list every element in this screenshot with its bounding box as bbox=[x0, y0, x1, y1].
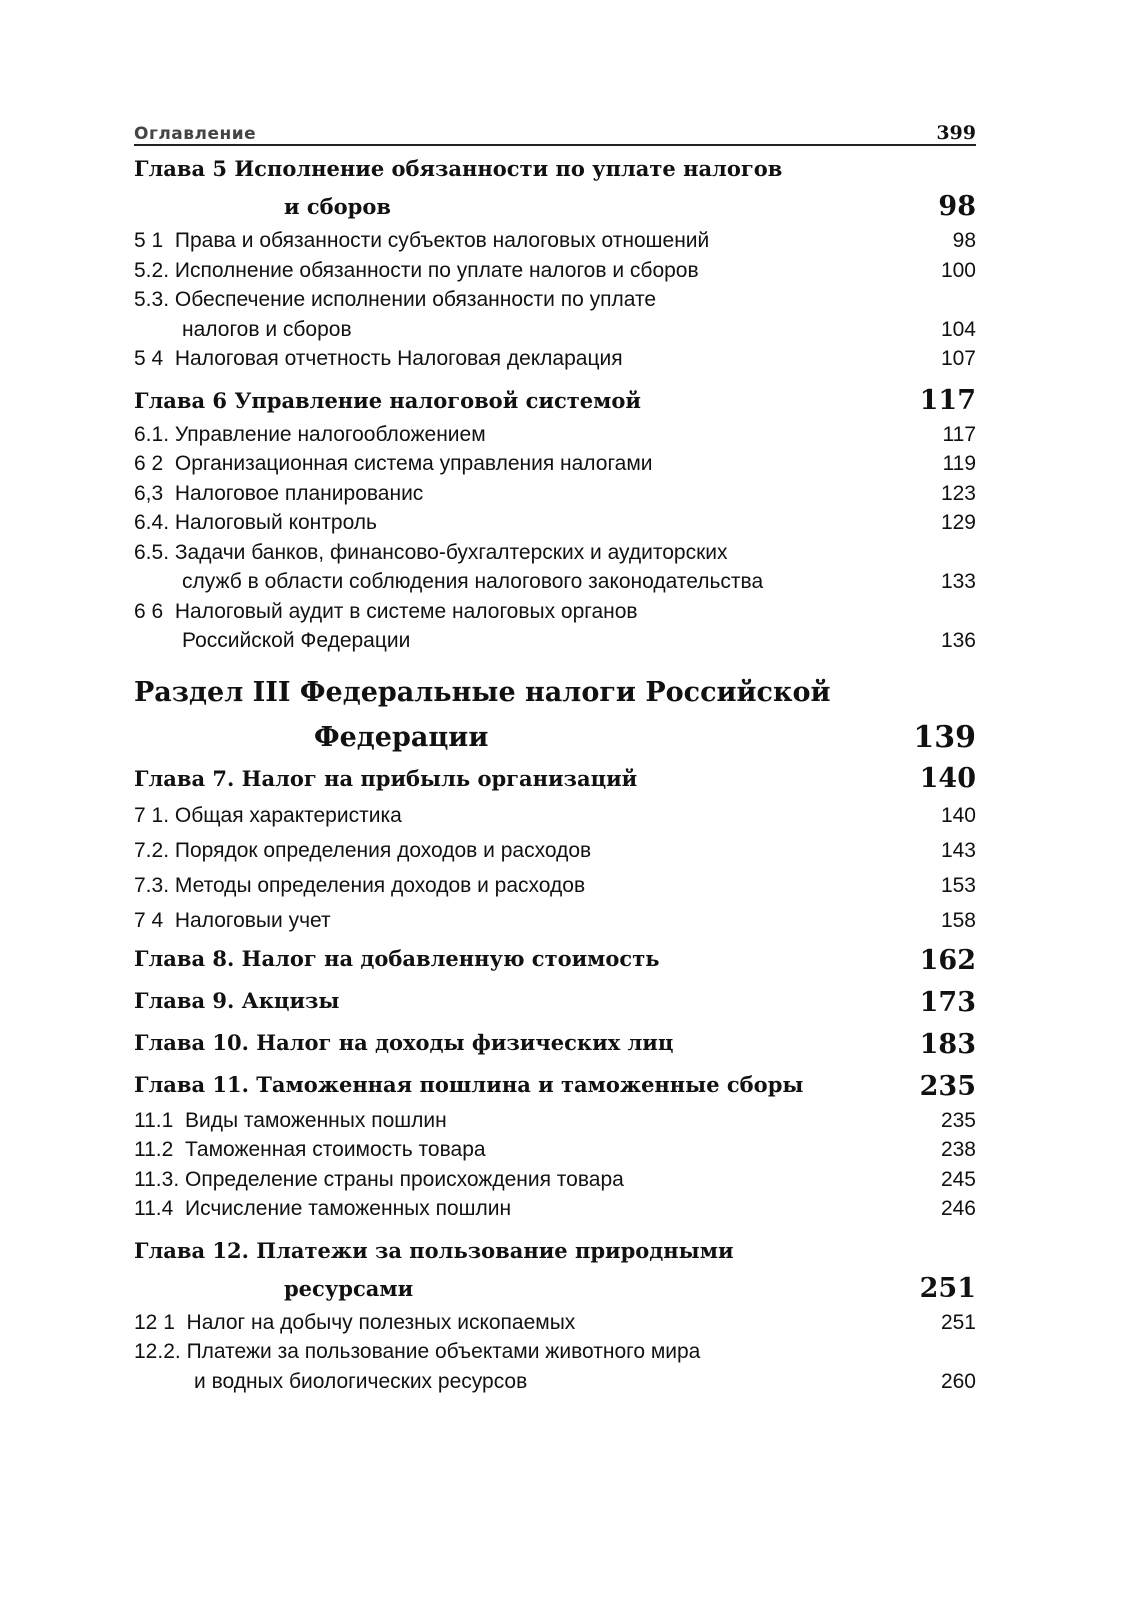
toc-part-title: Раздел III Федеральные налоги Российской bbox=[134, 676, 831, 708]
toc-page-ref: 119 bbox=[942, 452, 976, 475]
toc-section-title-cont: Российской Федерации bbox=[182, 629, 411, 652]
toc-section-7-4 bbox=[134, 903, 976, 938]
toc-section-num: 11.4 bbox=[134, 1197, 174, 1220]
toc-page-ref: 117 bbox=[942, 422, 976, 446]
toc-chapter-title-cont: и сборов bbox=[284, 194, 391, 219]
toc-chapter-title: Глава 9. Акцизы bbox=[134, 987, 340, 1013]
toc-section-6-3 bbox=[134, 479, 976, 509]
toc-section-num: 7.3. bbox=[134, 873, 170, 897]
toc-page-ref: 235 bbox=[919, 1070, 976, 1102]
toc-section-num: 5 1 bbox=[134, 229, 164, 252]
toc-page-ref: 136 bbox=[940, 629, 976, 652]
toc-section-11-1 bbox=[134, 1106, 976, 1136]
table-of-contents bbox=[134, 150, 976, 1396]
toc-page-ref: 104 bbox=[940, 317, 976, 341]
toc-section-title: Налоговый контроль bbox=[174, 511, 377, 534]
toc-section-7-3 bbox=[134, 868, 976, 903]
toc-section-num: 6.4. bbox=[134, 511, 170, 534]
toc-section-title: Задачи банков, финансово-бухгалтерских и аудиторских bbox=[174, 540, 728, 564]
toc-section-title-cont: служб в области соблюдения налогового законодательства bbox=[182, 570, 764, 593]
toc-part-title-cont: Федерации bbox=[314, 721, 489, 753]
toc-section-title: Исполнение обязанности по уплате налогов и сборов bbox=[174, 258, 699, 282]
toc-section-title: Налоговое планированис bbox=[174, 481, 424, 505]
toc-section-title: Платежи за пользование объектами животного мира bbox=[186, 1340, 701, 1363]
toc-section-title-cont: и водных биологических ресурсов bbox=[194, 1369, 528, 1393]
toc-page bbox=[134, 110, 976, 1396]
toc-page-ref: 246 bbox=[940, 1197, 976, 1220]
toc-chapter-title-cont: ресурсами bbox=[284, 1275, 414, 1301]
toc-chapter-title: Глава 6 Управление налоговой системой bbox=[134, 387, 641, 413]
toc-chapter-title: Глава 12. Платежи за пользование природными bbox=[134, 1237, 734, 1263]
toc-section-5-1 bbox=[134, 226, 976, 256]
toc-page-ref: 107 bbox=[940, 347, 976, 370]
toc-chapter-title: Глава 11. Таможенная пошлина и таможенные сборы bbox=[134, 1071, 804, 1097]
toc-section-title: Порядок определения доходов и расходов bbox=[174, 838, 592, 862]
toc-section-title: Права и обязанности субъектов налоговых отношений bbox=[174, 229, 710, 252]
toc-page-ref: 143 bbox=[940, 838, 976, 862]
toc-section-num: 5.3. bbox=[134, 288, 170, 311]
toc-page-ref: 245 bbox=[940, 1167, 976, 1191]
toc-section-title: Налоговыи учет bbox=[174, 908, 331, 932]
toc-page-ref: 251 bbox=[919, 1272, 976, 1304]
toc-page-ref: 129 bbox=[940, 511, 976, 534]
toc-section-num: 7.2. bbox=[134, 838, 170, 862]
toc-chapter-6 bbox=[134, 382, 976, 420]
toc-chapter-8 bbox=[134, 938, 976, 980]
toc-page-ref: 98 bbox=[952, 229, 976, 252]
toc-section-6-6 bbox=[134, 597, 976, 656]
toc-chapter-5 bbox=[134, 150, 976, 226]
toc-section-6-1 bbox=[134, 420, 976, 450]
toc-section-num: 6.5. bbox=[134, 540, 170, 564]
toc-section-title: Управление налогообложением bbox=[174, 422, 486, 446]
toc-page-ref: 140 bbox=[919, 762, 976, 794]
toc-page-ref: 140 bbox=[940, 803, 976, 827]
toc-section-6-4 bbox=[134, 508, 976, 538]
toc-section-num: 6 2 bbox=[134, 452, 164, 475]
toc-section-title: Налог на добычу полезных ископаемых bbox=[186, 1310, 576, 1334]
toc-chapter-9 bbox=[134, 980, 976, 1022]
toc-page-ref: 173 bbox=[919, 986, 976, 1018]
toc-page-ref: 133 bbox=[940, 570, 976, 593]
toc-page-ref: 251 bbox=[940, 1310, 976, 1334]
toc-page-ref: 139 bbox=[913, 719, 976, 755]
toc-section-title-cont: налогов и сборов bbox=[182, 317, 352, 341]
toc-section-7-1 bbox=[134, 798, 976, 833]
toc-section-5-2 bbox=[134, 256, 976, 286]
toc-section-11-4 bbox=[134, 1194, 976, 1224]
toc-section-num: 7 1. bbox=[134, 803, 170, 827]
page-number: 399 bbox=[936, 122, 976, 144]
toc-section-num: 12.2. bbox=[134, 1340, 181, 1363]
toc-section-num: 6 6 bbox=[134, 599, 164, 623]
toc-section-7-2 bbox=[134, 833, 976, 868]
running-header bbox=[134, 110, 976, 146]
toc-section-title: Обеспечение исполнении обязанности по уплате bbox=[174, 288, 657, 311]
toc-chapter-7 bbox=[134, 760, 976, 798]
toc-page-ref: 183 bbox=[919, 1028, 976, 1060]
toc-chapter-title: Глава 10. Налог на доходы физических лиц bbox=[134, 1029, 674, 1055]
toc-part-3 bbox=[134, 670, 976, 760]
toc-section-title: Виды таможенных пошлин bbox=[185, 1108, 447, 1132]
running-title: Оглавление bbox=[134, 124, 257, 144]
toc-section-num: 11.3. bbox=[134, 1167, 180, 1191]
toc-section-5-3 bbox=[134, 285, 976, 344]
toc-section-5-4 bbox=[134, 344, 976, 374]
toc-page-ref: 100 bbox=[940, 258, 976, 282]
toc-section-title: Определение страны происхождения товара bbox=[185, 1167, 624, 1191]
toc-page-ref: 158 bbox=[940, 908, 976, 932]
toc-section-num: 6,3 bbox=[134, 481, 164, 505]
toc-section-num: 5.2. bbox=[134, 258, 170, 282]
toc-section-num: 11.2 bbox=[134, 1138, 174, 1161]
toc-page-ref: 162 bbox=[919, 944, 976, 976]
toc-section-title: Налоговая отчетность Налоговая декларация bbox=[174, 347, 623, 370]
toc-section-12-1 bbox=[134, 1308, 976, 1338]
toc-section-num: 12 1 bbox=[134, 1310, 175, 1334]
toc-section-title: Исчисление таможенных пошлин bbox=[185, 1197, 512, 1220]
toc-section-num: 6.1. bbox=[134, 422, 170, 446]
toc-page-ref: 117 bbox=[919, 384, 976, 416]
toc-section-title: Таможенная стоимость товара bbox=[185, 1138, 486, 1161]
toc-page-ref: 123 bbox=[940, 481, 976, 505]
toc-section-title: Организационная система управления налогами bbox=[174, 452, 653, 475]
toc-page-ref: 153 bbox=[940, 873, 976, 897]
toc-section-11-3 bbox=[134, 1165, 976, 1195]
toc-page-ref: 98 bbox=[938, 191, 976, 222]
toc-section-12-2 bbox=[134, 1337, 976, 1396]
toc-chapter-title: Глава 7. Налог на прибыль организаций bbox=[134, 765, 638, 791]
toc-section-num: 5 4 bbox=[134, 347, 164, 370]
toc-section-num: 7 4 bbox=[134, 908, 164, 932]
toc-page-ref: 260 bbox=[940, 1369, 976, 1393]
toc-section-11-2 bbox=[134, 1135, 976, 1165]
toc-section-6-2 bbox=[134, 449, 976, 479]
toc-chapter-title: Глава 5 Исполнение обязанности по уплате налогов bbox=[134, 156, 783, 181]
toc-section-title: Налоговый аудит в системе налоговых органов bbox=[174, 599, 638, 623]
toc-chapter-12 bbox=[134, 1232, 976, 1308]
toc-section-6-5 bbox=[134, 538, 976, 597]
toc-section-title: Общая характеристика bbox=[174, 803, 402, 827]
toc-chapter-title: Глава 8. Налог на добавленную стоимость bbox=[134, 945, 660, 971]
toc-page-ref: 235 bbox=[940, 1108, 976, 1132]
toc-chapter-10 bbox=[134, 1022, 976, 1064]
toc-chapter-11 bbox=[134, 1064, 976, 1106]
toc-page-ref: 238 bbox=[940, 1138, 976, 1161]
toc-section-title: Методы определения доходов и расходов bbox=[174, 873, 586, 897]
toc-section-num: 11.1 bbox=[134, 1108, 174, 1132]
